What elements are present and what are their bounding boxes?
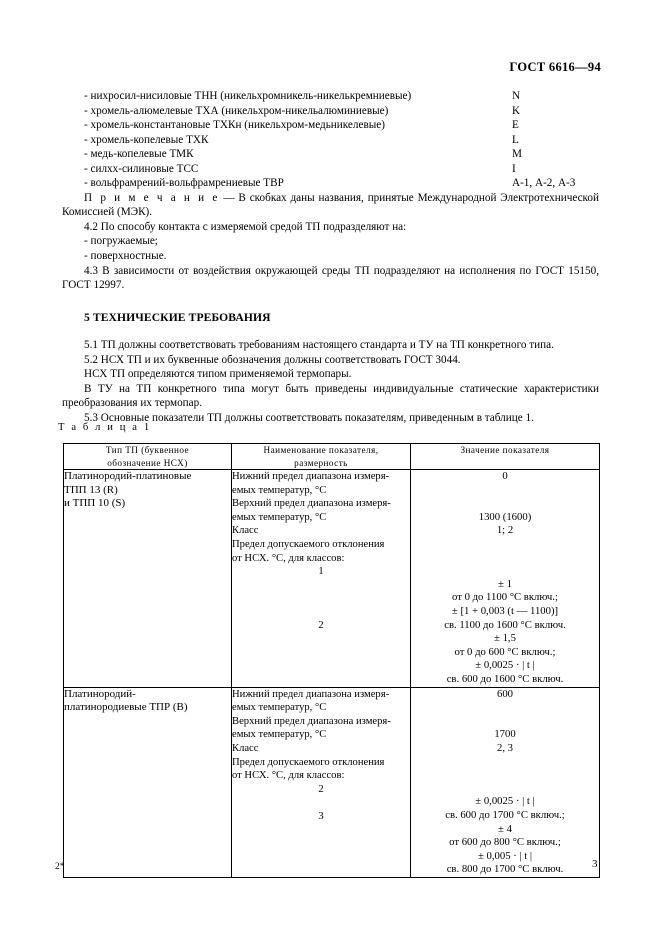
- table-header-row: [64, 444, 600, 470]
- value-line: ± 0,0025 · | t |: [475, 659, 535, 672]
- value-line: от 0 до 600 °С включ.;: [454, 645, 556, 658]
- cell-thermocouple-type: [64, 687, 232, 877]
- document-body: [62, 89, 599, 425]
- thermocouple-name: - силхх-силиновые ТСС: [84, 162, 199, 175]
- param-line: от НСХ. °С, для классов:: [232, 552, 345, 564]
- paragraph-5-2: 5.2 НСХ ТП и их буквенные обозначения должны соответствовать ГОСТ 3044.: [84, 353, 461, 366]
- value-line: от 600 до 800 °С включ.;: [449, 836, 561, 849]
- value-line: от 0 до 1100 °С включ.;: [452, 591, 558, 604]
- value-line: ± 0,005 · | t |: [477, 849, 533, 862]
- param-line: Верхний предел диапазона измеря-: [232, 715, 391, 727]
- table-row: [64, 470, 600, 688]
- paragraph-4-2: 4.2 По способу контакта с измеряемой средой ТП подразделяют на:: [84, 220, 407, 233]
- thermocouple-code: E: [512, 119, 519, 132]
- param-line: емых температур, °С: [232, 702, 327, 714]
- cell-thermocouple-type: [64, 470, 232, 688]
- column-header-type: [64, 444, 232, 470]
- value-line: св. 600 до 1700 °С включ.;: [445, 808, 565, 821]
- thermocouple-code: L: [512, 133, 519, 146]
- value-line: 1; 2: [496, 524, 514, 537]
- value-line: ± [1 + 0,003 (t — 1100)]: [451, 604, 559, 617]
- param-line: Предел допускаемого отклонения: [232, 756, 385, 768]
- spacer: [411, 538, 599, 578]
- value-line: ± 1,5: [494, 632, 516, 645]
- thermocouple-code: K: [512, 104, 521, 117]
- section-heading-5: 5 ТЕХНИЧЕСКИЕ ТРЕБОВАНИЯ: [84, 310, 271, 324]
- thermocouple-code: N: [512, 90, 521, 102]
- cell-values: [411, 470, 600, 688]
- thermocouple-code: M: [512, 148, 522, 161]
- paragraph-4-3: 4.3 В зависимости от воздействия окружающей среды ТП подразделяют на исполнения по ГОСТ 15150, ГОСТ 12997.: [62, 264, 599, 292]
- thermocouple-code: А-1, А-2, А-3: [512, 177, 576, 190]
- list-item: [62, 176, 599, 191]
- cell-parameter-names: [232, 470, 411, 688]
- table-row: [64, 687, 600, 877]
- paragraph-5-1: 5.1 ТП должны соответствовать требованиям настоящего стандарта и ТУ на ТП конкретного типа.: [84, 339, 554, 352]
- param-line: емых температур, °С: [232, 511, 327, 523]
- value-line: св. 600 до 1600 °С включ.: [446, 672, 564, 685]
- param-line: Нижний предел диапазона измеря-: [232, 688, 390, 700]
- param-line: емых температур, °С: [232, 729, 327, 741]
- type-line: Платинородий-: [64, 687, 136, 700]
- note-text: — В скобках даны названия, принятые Международной Электротехнической Комиссией (МЭК).: [62, 191, 599, 219]
- column-header-type-line2: обозначение НСХ): [107, 457, 188, 468]
- value-line: 1700: [494, 728, 516, 741]
- paragraph-5-2-b: НСХ ТП определяются типом применяемой термопары.: [84, 368, 352, 381]
- value-line: св. 800 до 1700 °С включ.: [446, 863, 564, 876]
- cell-values: [411, 687, 600, 877]
- param-line: Верхний предел диапазона измеря-: [232, 498, 391, 510]
- param-line: Нижний предел диапазона измеря-: [232, 471, 390, 482]
- param-class: 2: [318, 783, 324, 795]
- spacer: [411, 701, 599, 728]
- value-line: ± 4: [498, 822, 512, 835]
- value-line: 600: [496, 687, 514, 700]
- paragraph-4-2-item-1: - погружаемые;: [84, 235, 158, 248]
- value-line: 2, 3: [496, 741, 514, 754]
- column-header-parameter-line1: Наименование показателя,: [263, 445, 379, 455]
- spacer: [411, 755, 599, 795]
- paragraph-5-3: 5.3 Основные показатели ТП должны соответствовать показателям, приведенным в таблице 1.: [84, 411, 534, 424]
- thermocouple-name: - вольфрамрений-вольфрамрениевые ТВР: [84, 177, 284, 190]
- list-item: [62, 104, 599, 119]
- thermocouple-name: - хромель-копелевые ТХК: [84, 133, 209, 146]
- paragraph-5-2-c: В ТУ на ТП конкретного типа могут быть приведены индивидуальные статические характеристики преобразования их термопар.: [62, 382, 599, 410]
- param-line: Класс: [232, 525, 259, 537]
- cell-parameter-names: [232, 687, 411, 877]
- thermocouple-name: - хромель-константановые ТХКн (никельхром-медьникелевые): [84, 119, 385, 132]
- type-line: платинородиевые ТПР (В): [64, 701, 188, 714]
- param-line: от НСХ. °С, для классов:: [232, 770, 345, 782]
- thermocouple-name: - медь-копелевые ТМК: [84, 148, 194, 161]
- note-block: [62, 191, 599, 220]
- spacer: [411, 484, 599, 511]
- value-line: св. 1100 до 1600 °С включ.: [444, 618, 566, 631]
- list-item: [62, 118, 599, 133]
- param-line: емых температур, °С: [232, 484, 327, 496]
- column-header-parameter-line2: размерность: [294, 457, 348, 468]
- list-item: [62, 162, 599, 177]
- type-line: и ТПП 10 (S): [64, 497, 126, 510]
- list-item: [62, 147, 599, 162]
- thermocouple-code: I: [512, 162, 516, 175]
- paragraph-4-2-item-2: - поверхностные.: [84, 250, 167, 263]
- footer-signature: 2*: [55, 862, 65, 872]
- column-header-value-line1: Значение показателя: [460, 445, 550, 455]
- column-header-parameter: [232, 444, 411, 470]
- note-label: П р и м е ч а н и е: [84, 191, 220, 204]
- list-item: [62, 89, 599, 104]
- param-line: Класс: [232, 742, 259, 754]
- specifications-table: [63, 443, 600, 878]
- thermocouple-name: - хромель-алюмелевые ТХА (никельхром-никельалюминиевые): [84, 104, 389, 117]
- value-line: ± 1: [498, 577, 512, 590]
- type-line: ТПП 13 (R): [64, 483, 118, 496]
- list-item: [62, 133, 599, 148]
- thermocouple-name: - нихросил-нисиловые ТНН (никельхромникель-никелькремниевые): [84, 90, 412, 102]
- param-class: 3: [318, 810, 324, 822]
- spacer: [232, 796, 410, 810]
- page-title: ГОСТ 6616—94: [509, 60, 601, 74]
- param-line: Предел допускаемого отклонения: [232, 538, 385, 550]
- value-line: 0: [502, 470, 508, 482]
- table-caption: Т а б л и ц а 1: [58, 422, 152, 433]
- value-line: 1300 (1600): [478, 510, 532, 523]
- thermocouple-type-list: [62, 89, 599, 191]
- column-header-value: [411, 444, 600, 470]
- param-class: 2: [318, 619, 324, 631]
- page-number: 3: [592, 858, 598, 870]
- type-line: Платинородий-платиновые: [64, 470, 192, 482]
- value-line: ± 0,0025 · | t |: [475, 795, 535, 808]
- spacer: [232, 579, 410, 619]
- param-class: 1: [318, 566, 324, 578]
- column-header-type-line1: Тип ТП (буквенное: [105, 445, 190, 455]
